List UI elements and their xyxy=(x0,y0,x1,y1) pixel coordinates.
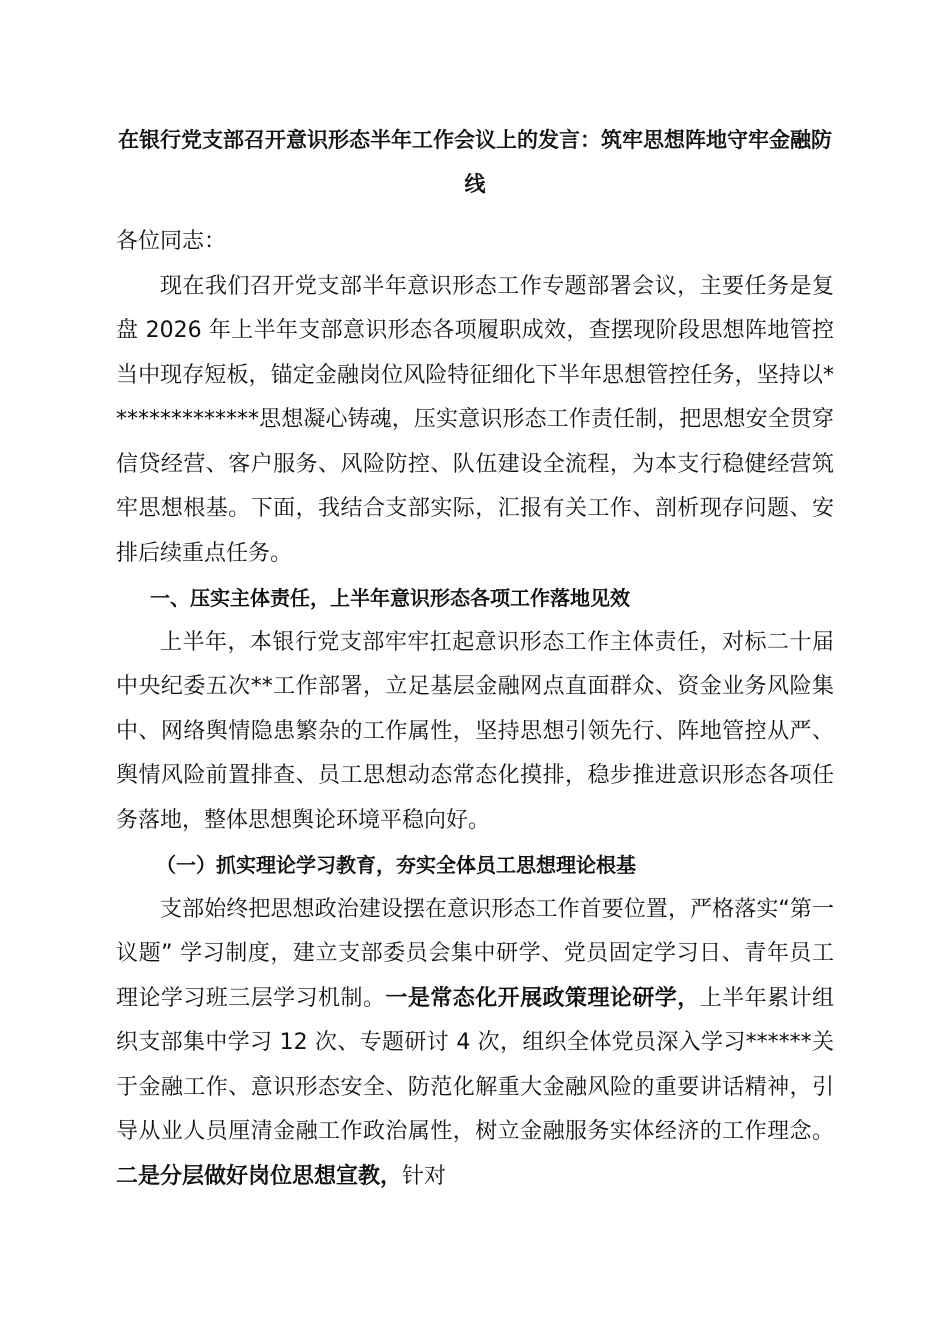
subsection-1-paragraph xyxy=(116,888,834,1200)
intro-paragraph: 现在我们召开党支部半年意识形态工作专题部署会议，主要任务是复盘 2026 年上半年支部意识形态各项履职成效，查摆现阶段思想阵地管控当中现存短板，锚定金融岗位风险特征细化下半年思想管控任务，坚持以**************思想凝心铸魂，压实意识形态工作责任制，把思想安全贯穿信贷经营、客户服务、风险防控、队伍建设全流程，为本支行稳健经营筑牢思想根基。下面，我结合支部实际，汇报有关工作、剖析现存问题、安排后续重点任务。 xyxy=(116,273,834,566)
salutation: 各位同志： xyxy=(116,229,227,254)
section-heading-1: 一、压实主体责任，上半年意识形态各项工作落地见效 xyxy=(150,586,630,610)
document-page xyxy=(116,118,834,1199)
subsection-1-text-b: 上半年累计组织支部集中学习 12 次、专题研讨 4 次，组织全体党员深入学习******关于金融工作、意识形态安全、防范化解重大金融风险的重要讲话精神，引导从业人员厘清金融工作政治属性，树立金融服务实体经济的工作理念。 xyxy=(116,985,834,1144)
document-title: 在银行党支部召开意识形态半年工作会议上的发言：筑牢思想阵地守牢金融防线 xyxy=(118,128,832,196)
subsection-1-text-c: 针对 xyxy=(402,1163,447,1189)
point-one-lead: 一是常态化开展政策理论研学， xyxy=(385,985,700,1011)
section-1-paragraph: 上半年，本银行党支部牢牢扛起意识形态工作主体责任，对标二十届中央纪委五次**工作部署，立足基层金融网点直面群众、资金业务风险集中、网络舆情隐患繁杂的工作属性，坚持思想引领先行、阵地管控从严、舆情风险前置排查、员工思想动态常态化摸排，稳步推进意识形态各项任务落地，整体思想舆论环境平稳向好。 xyxy=(116,629,834,833)
subsection-heading-1: （一）抓实理论学习教育，夯实全体员工思想理论根基 xyxy=(156,853,636,877)
point-two-lead: 二是分层做好岗位思想宣教， xyxy=(116,1163,403,1189)
subsection-1-text-a: 支部始终把思想政治建设摆在意识形态工作首要位置，严格落实“第一议题” 学习制度，建立支部委员会集中研学、党员固定学习日、青年员工理论学习班三层学习机制。 xyxy=(116,896,834,1011)
